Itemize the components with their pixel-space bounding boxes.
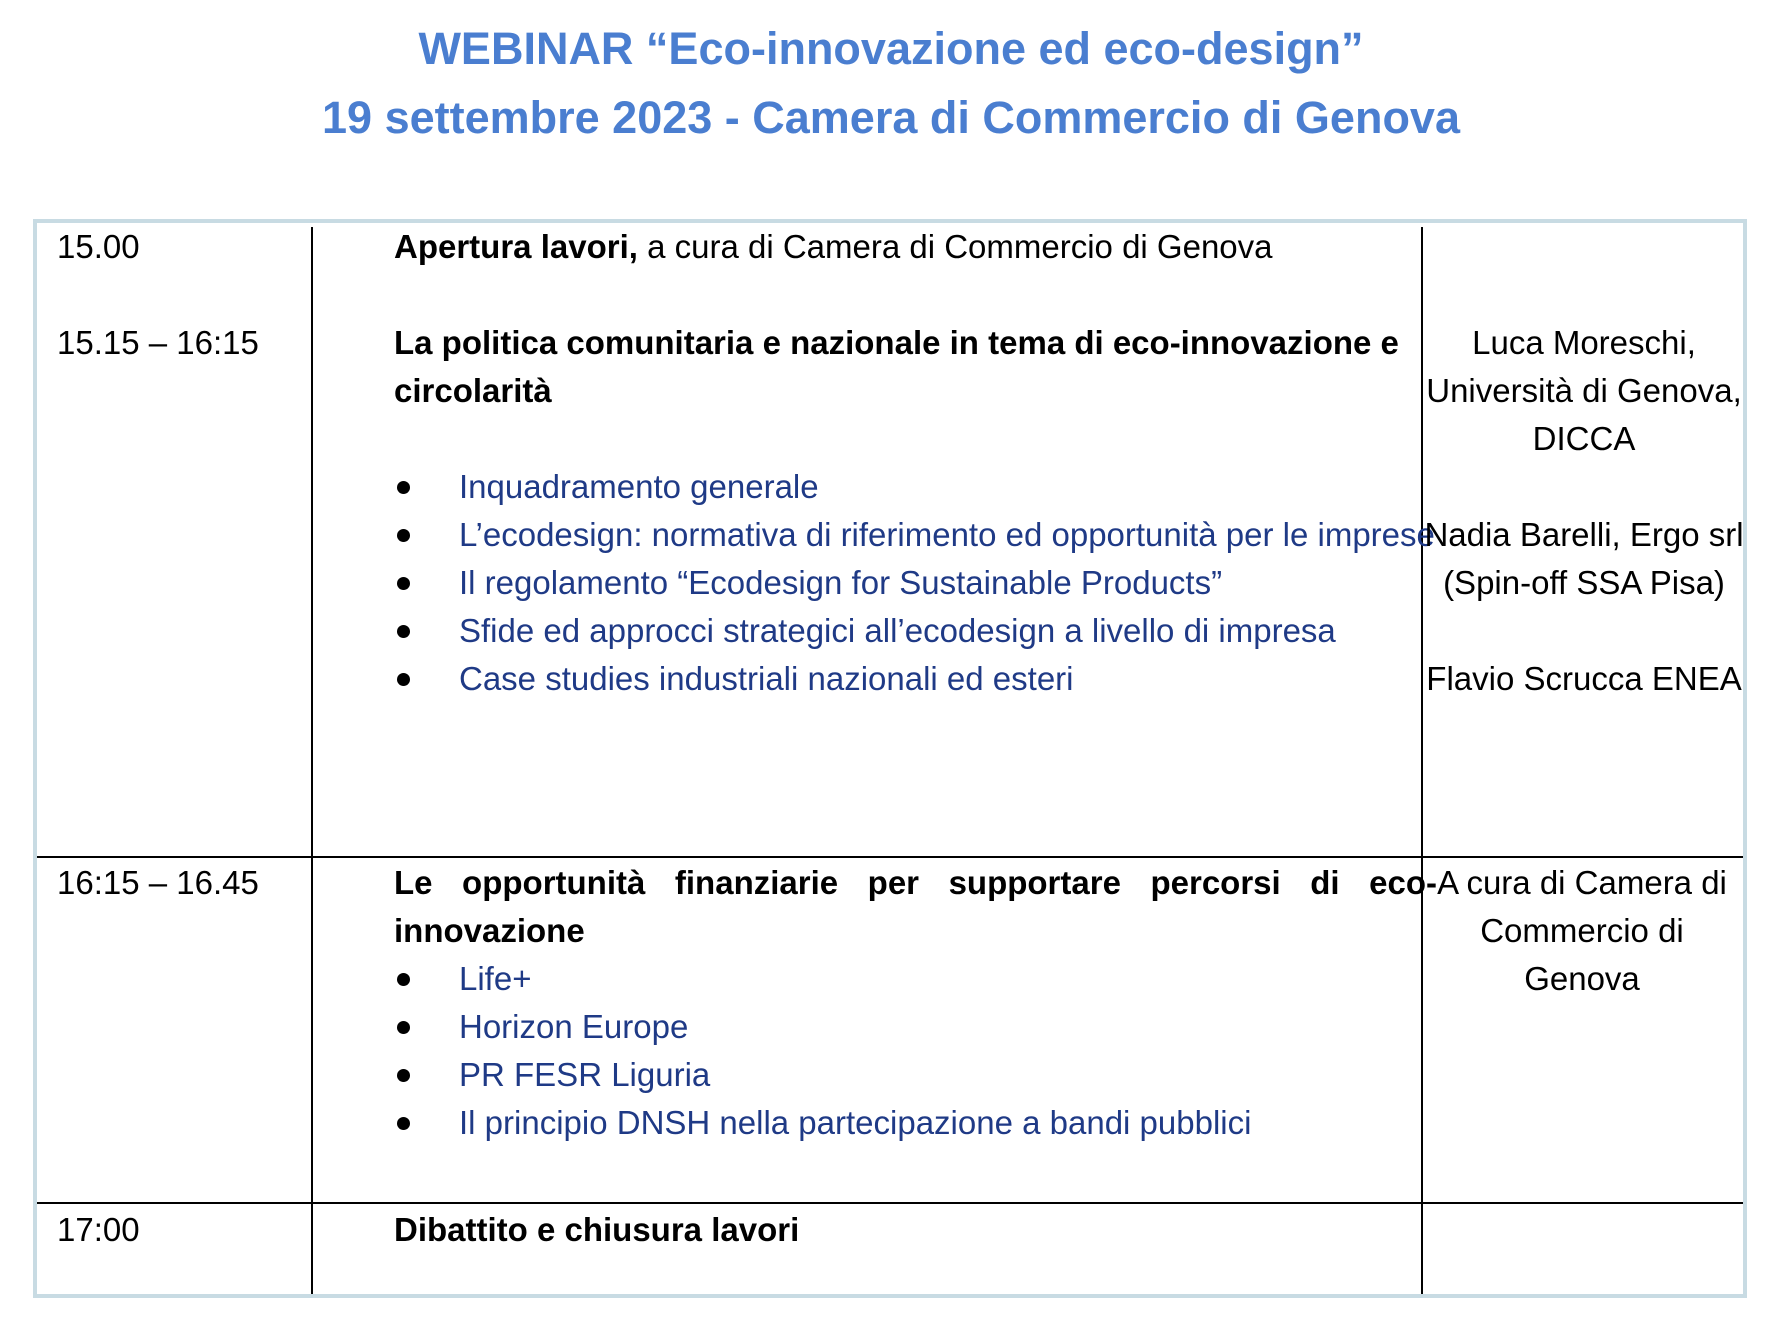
time-cell: 15.15 – 16:15 xyxy=(57,324,259,361)
session-title: La politica comunitaria e nazionale in tema di eco-innovazione e circolarità xyxy=(394,324,1399,409)
bullet-item: Horizon Europe xyxy=(387,1003,1437,1051)
session-title: Le opportunità finanziarie per supportare percorsi di eco-innovazione xyxy=(394,864,1437,949)
bullet-item: PR FESR Liguria xyxy=(387,1051,1437,1099)
time-cell: 16:15 – 16.45 xyxy=(57,864,259,901)
bullet-item: Il principio DNSH nella partecipazione a bandi pubblici xyxy=(387,1099,1437,1147)
column-divider-1 xyxy=(311,227,313,1294)
topic-cell xyxy=(394,223,1444,271)
topic-bold-text: Apertura lavori, xyxy=(394,228,638,265)
title-line-2: 19 settembre 2023 - Camera di Commercio di Genova xyxy=(322,92,1460,143)
topic-cell xyxy=(387,859,1437,1147)
topic-bullet-list xyxy=(387,955,1437,1147)
bullet-item: Case studies industriali nazionali ed esteri xyxy=(387,655,1437,703)
bullet-item: L’ecodesign: normativa di riferimento ed opportunità per le imprese xyxy=(387,511,1437,559)
time-cell: 15.00 xyxy=(57,228,140,265)
topic-cell xyxy=(387,319,1437,703)
bullet-item: Life+ xyxy=(387,955,1437,1003)
topic-rest-text: a cura di Camera di Commercio di Genova xyxy=(637,228,1273,265)
speaker-entry: Flavio Scrucca ENEA xyxy=(1426,660,1742,697)
topic-cell: Dibattito e chiusura lavori xyxy=(394,1211,800,1248)
agenda-table xyxy=(33,219,1747,1298)
speaker-entry: Nadia Barelli, Ergo srl (Spin-off SSA Pisa) xyxy=(1424,516,1744,601)
bullet-item: Inquadramento generale xyxy=(387,463,1437,511)
time-cell: 17:00 xyxy=(57,1211,140,1248)
speaker-entry: Luca Moreschi, Università di Genova, DICCA xyxy=(1426,324,1742,457)
row-divider-1 xyxy=(37,856,1743,858)
speaker-cell xyxy=(1424,319,1744,703)
speaker-cell: A cura di Camera di Commercio di Genova xyxy=(1437,864,1727,997)
document-header xyxy=(0,14,1782,152)
title-line-1: WEBINAR “Eco-innovazione ed eco-design” xyxy=(418,23,1364,74)
bullet-item: Il regolamento “Ecodesign for Sustainable Products” xyxy=(387,559,1437,607)
row-divider-2 xyxy=(37,1202,1743,1204)
bullet-item: Sfide ed approcci strategici all’ecodesign a livello di impresa xyxy=(387,607,1437,655)
topic-bullet-list xyxy=(387,463,1437,703)
